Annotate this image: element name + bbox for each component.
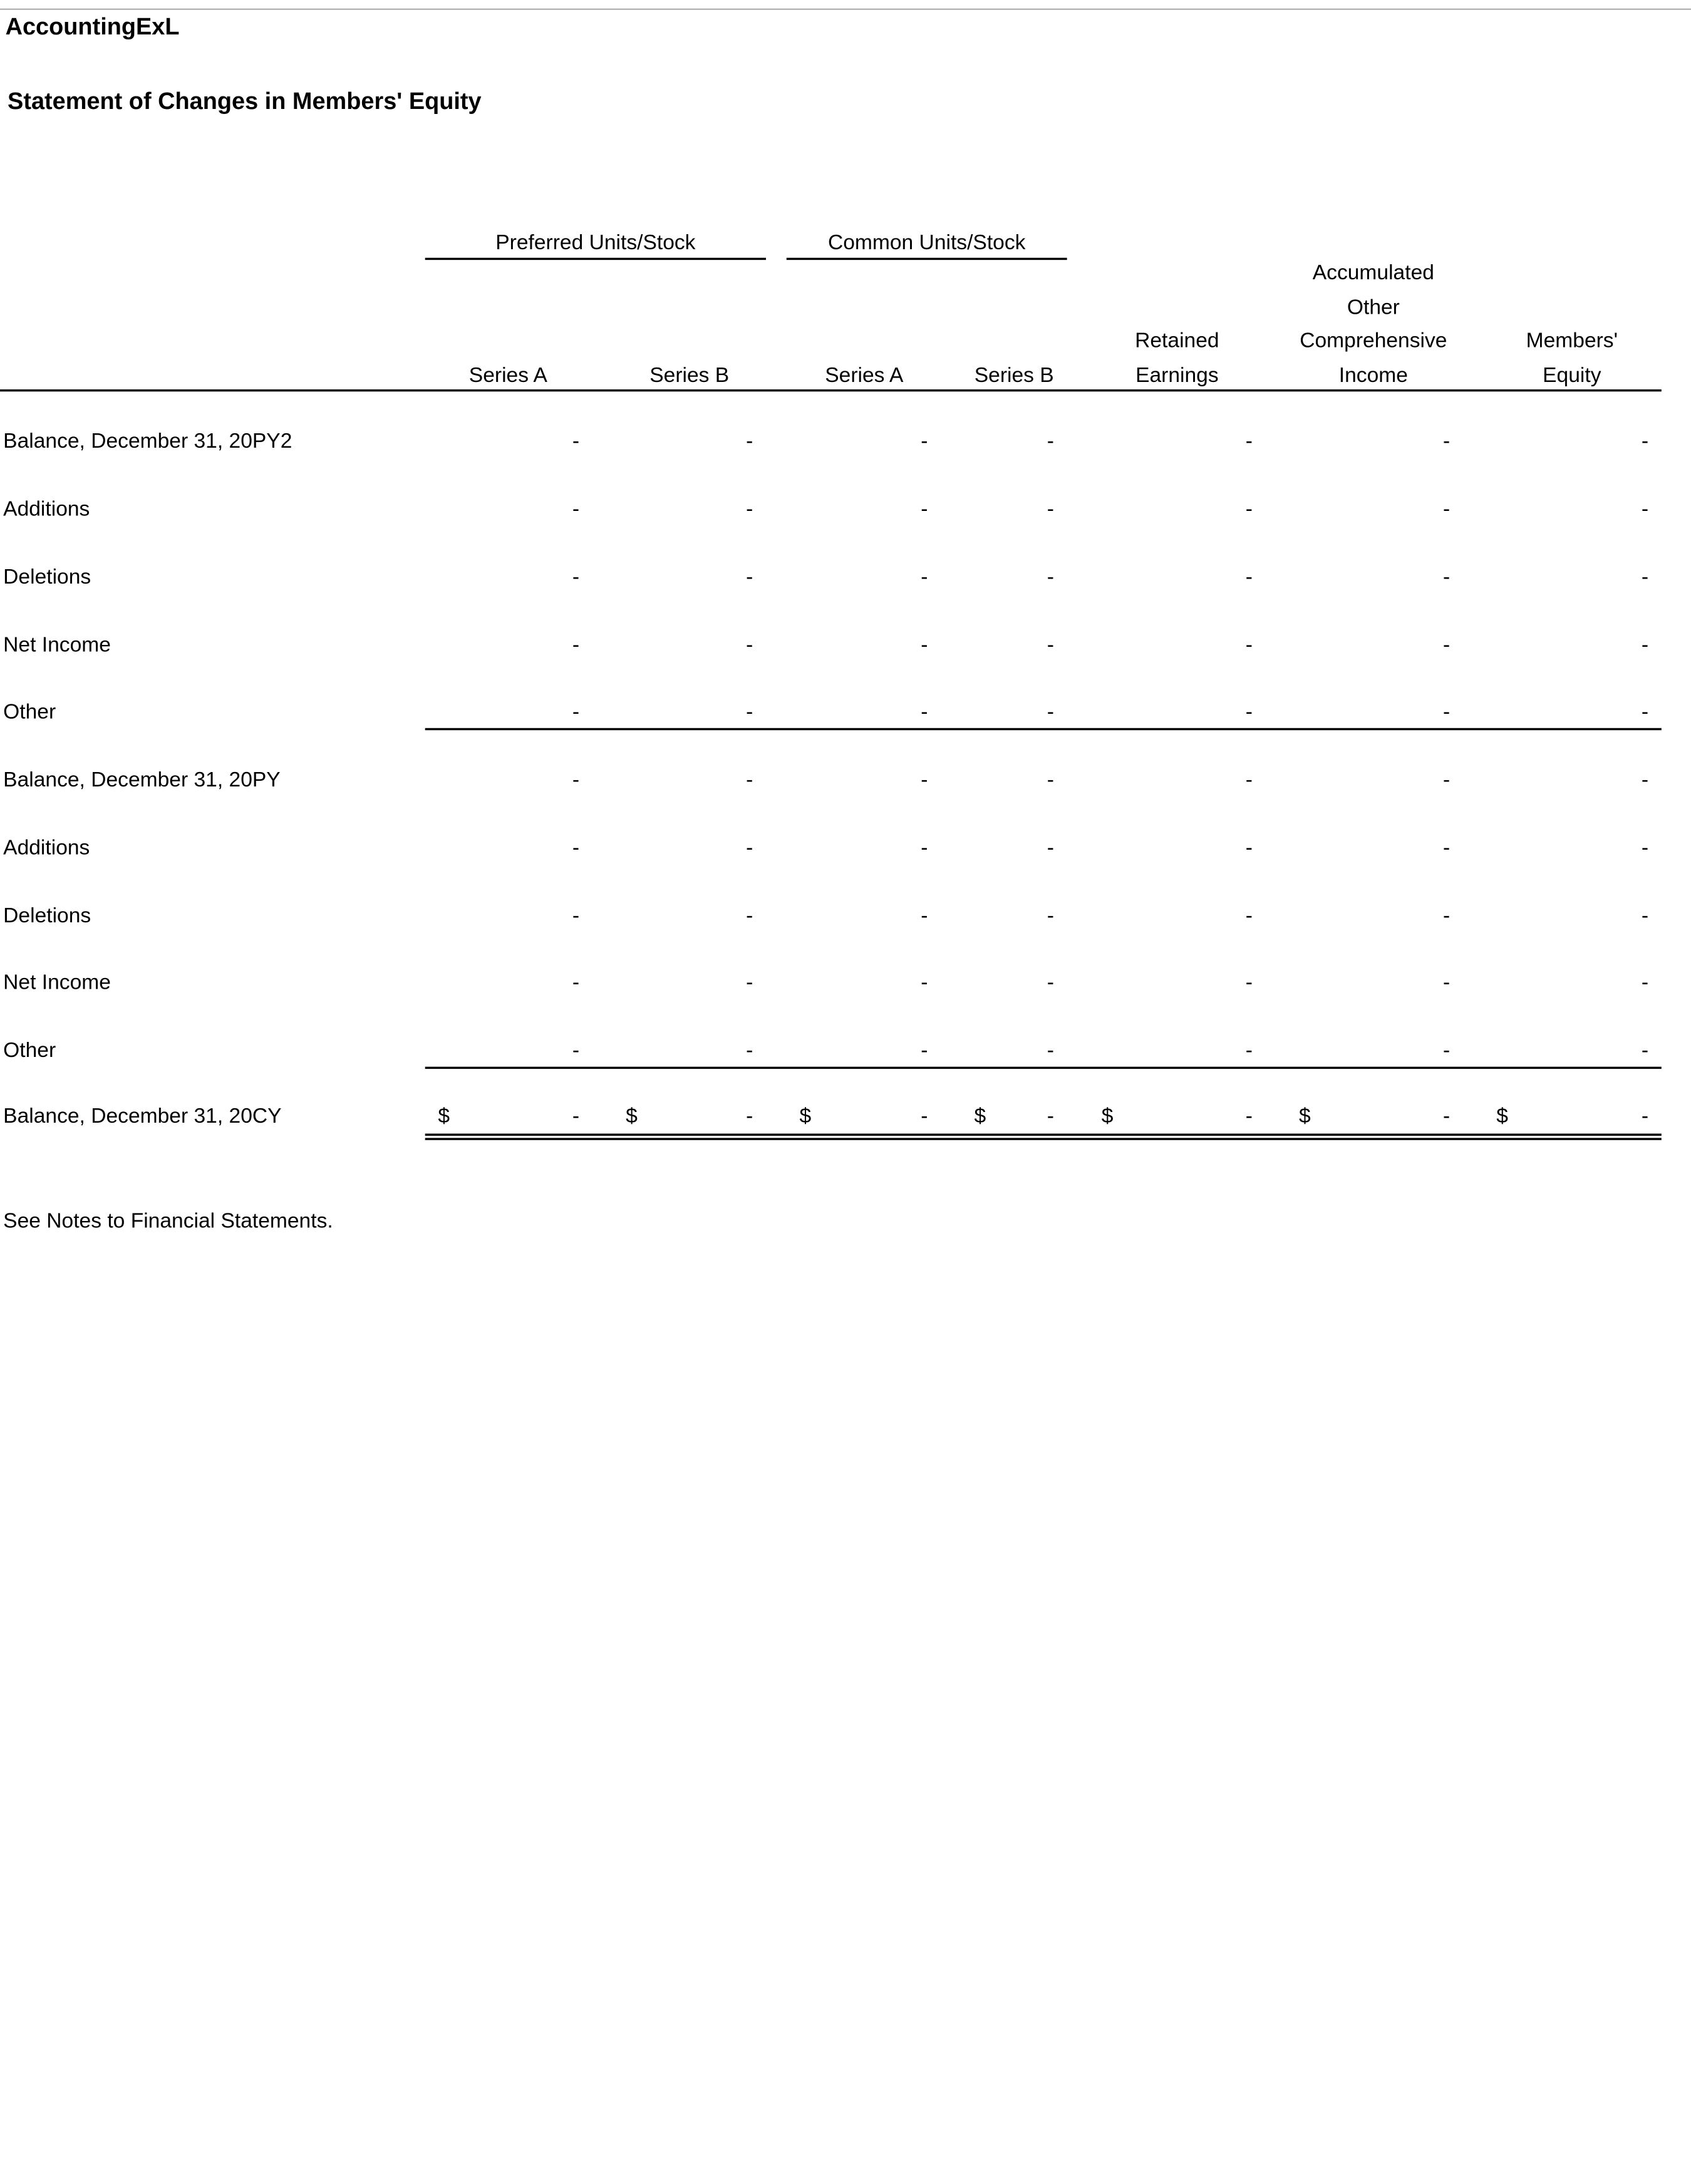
value-cell: - (1442, 971, 1451, 995)
column-header (449, 359, 567, 393)
header-underline (0, 389, 1662, 391)
value-cell: - (746, 971, 753, 995)
column-header-line: Earnings (1135, 363, 1219, 387)
value-cell: - (746, 565, 753, 589)
value-cell: - (1245, 836, 1253, 860)
column-header (630, 359, 748, 393)
value-cell: - (1641, 1104, 1649, 1128)
value-cell: - (921, 971, 928, 995)
currency-symbol: $ (799, 1104, 812, 1128)
value-cell: - (921, 497, 928, 522)
value-cell: - (921, 768, 928, 792)
value-cell: - (746, 699, 753, 724)
row-label: Net Income (3, 971, 111, 995)
value-cell: - (746, 497, 753, 522)
value-cell: - (1641, 699, 1649, 724)
value-cell: - (572, 497, 580, 522)
value-cell: - (1047, 429, 1054, 453)
value-cell: - (1442, 768, 1451, 792)
value-cell: - (1442, 1104, 1451, 1128)
company-name: AccountingExL (5, 13, 180, 40)
value-cell: - (572, 904, 580, 928)
row-label: Additions (3, 497, 90, 522)
value-cell: - (1442, 699, 1451, 724)
value-cell: - (1641, 768, 1649, 792)
value-cell: - (1245, 904, 1253, 928)
column-header-line: Comprehensive (1300, 329, 1447, 353)
value-cell: - (1641, 429, 1649, 453)
value-cell: - (1047, 1104, 1054, 1128)
value-cell: - (1442, 497, 1451, 522)
currency-symbol: $ (1496, 1104, 1508, 1128)
currency-symbol: $ (626, 1104, 638, 1128)
value-cell: - (572, 836, 580, 860)
value-cell: - (1245, 1104, 1253, 1128)
value-cell: - (746, 633, 753, 657)
value-cell: - (921, 1104, 928, 1128)
row-label: Net Income (3, 633, 111, 657)
column-header (805, 359, 923, 393)
row-label: Other (3, 1038, 56, 1063)
value-cell: - (1047, 836, 1054, 860)
value-cell: - (1442, 633, 1451, 657)
value-cell: - (1047, 633, 1054, 657)
row-label: Other (3, 699, 56, 724)
value-cell: - (1245, 429, 1253, 453)
currency-symbol: $ (438, 1104, 450, 1128)
value-cell: - (921, 699, 928, 724)
value-cell: - (1245, 565, 1253, 589)
row-label: Balance, December 31, 20CY (3, 1104, 282, 1128)
currency-symbol: $ (1299, 1104, 1311, 1128)
value-cell: - (746, 429, 753, 453)
value-cell: - (572, 1038, 580, 1063)
column-header-line: Equity (1543, 363, 1601, 387)
value-cell: - (1641, 497, 1649, 522)
column-header-line: Income (1338, 363, 1408, 387)
value-cell: - (1442, 904, 1451, 928)
value-cell: - (1442, 836, 1451, 860)
value-cell: - (572, 565, 580, 589)
group-header-preferred: Preferred Units/Stock (425, 227, 766, 260)
value-cell: - (1442, 1038, 1451, 1063)
value-cell: - (1245, 633, 1253, 657)
value-cell: - (1641, 836, 1649, 860)
column-header-line: Series B (649, 363, 730, 388)
value-cell: - (1442, 429, 1451, 453)
column-header-line: Retained (1135, 329, 1219, 353)
value-cell: - (572, 768, 580, 792)
currency-symbol: $ (1101, 1104, 1114, 1128)
value-cell: - (1047, 971, 1054, 995)
column-header (1507, 325, 1637, 393)
value-cell: - (1245, 699, 1253, 724)
column-header-line: Series A (468, 363, 547, 388)
value-cell: - (921, 429, 928, 453)
row-label: Balance, December 31, 20PY2 (3, 429, 292, 453)
column-header-line: Members' (1526, 329, 1618, 353)
value-cell: - (572, 971, 580, 995)
subtotal-rule (425, 728, 1662, 730)
value-cell: - (1245, 971, 1253, 995)
value-cell: - (921, 904, 928, 928)
column-header-line: Series B (974, 363, 1054, 388)
top-border (0, 9, 1691, 10)
value-cell: - (572, 633, 580, 657)
value-cell: - (921, 565, 928, 589)
value-cell: - (1641, 1038, 1649, 1063)
value-cell: - (746, 1038, 753, 1063)
value-cell: - (1245, 768, 1253, 792)
value-cell: - (746, 836, 753, 860)
value-cell: - (746, 1104, 753, 1128)
value-cell: - (1047, 904, 1054, 928)
column-header-line: Series A (825, 363, 904, 388)
column-header (1112, 325, 1242, 393)
group-header-common: Common Units/Stock (787, 227, 1067, 260)
value-cell: - (1245, 1038, 1253, 1063)
value-cell: - (746, 768, 753, 792)
value-cell: - (572, 699, 580, 724)
value-cell: - (572, 1104, 580, 1128)
footnote: See Notes to Financial Statements. (3, 1209, 333, 1233)
value-cell: - (1641, 633, 1649, 657)
column-header-line: Accumulated (1312, 260, 1434, 285)
value-cell: - (572, 429, 580, 453)
row-label: Additions (3, 836, 90, 860)
column-header (1276, 257, 1471, 393)
value-cell: - (1047, 565, 1054, 589)
currency-symbol: $ (974, 1104, 986, 1128)
statement-title: Statement of Changes in Members' Equity (8, 87, 482, 115)
row-label: Deletions (3, 565, 91, 589)
value-cell: - (1047, 1038, 1054, 1063)
value-cell: - (1047, 768, 1054, 792)
value-cell: - (921, 1038, 928, 1063)
column-header (955, 359, 1073, 393)
value-cell: - (1641, 565, 1649, 589)
row-label: Balance, December 31, 20PY (3, 768, 281, 792)
total-double-rule (425, 1133, 1662, 1140)
value-cell: - (746, 904, 753, 928)
value-cell: - (1641, 904, 1649, 928)
column-header-line: Other (1347, 295, 1400, 319)
value-cell: - (1442, 565, 1451, 589)
row-label: Deletions (3, 904, 91, 928)
value-cell: - (921, 836, 928, 860)
subtotal-rule (425, 1067, 1662, 1069)
value-cell: - (1047, 497, 1054, 522)
value-cell: - (1047, 699, 1054, 724)
value-cell: - (1245, 497, 1253, 522)
value-cell: - (921, 633, 928, 657)
value-cell: - (1641, 971, 1649, 995)
